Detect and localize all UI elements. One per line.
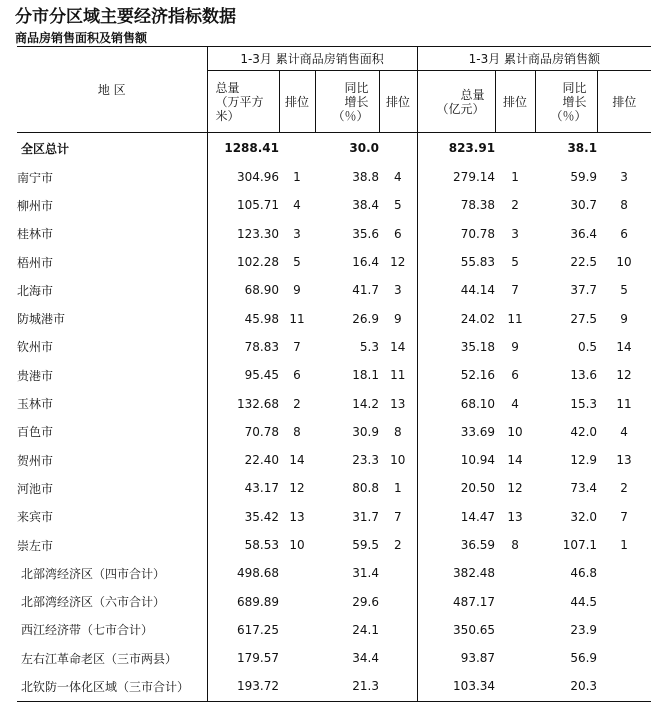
header-area-total: 总量 （万平方 米） — [207, 71, 279, 133]
table-row — [17, 644, 651, 672]
table-row — [17, 220, 651, 248]
cell-area-rank — [279, 133, 315, 164]
cell-amount-yoy: 42.0 — [570, 424, 598, 439]
cell-area-rank: 10 — [289, 538, 305, 552]
cell-amount-total: 487.17 — [417, 587, 495, 615]
cell-amount-yoy: 36.4 — [570, 226, 598, 241]
cell-amount-rank: 5 — [511, 255, 519, 270]
cell-area-total: 1288.41 — [207, 133, 279, 164]
cell-amount-yoy: 20.3 — [535, 672, 597, 701]
cell-amount-rank: 4 — [511, 396, 519, 411]
cell-area-yoy: 31.4 — [352, 566, 379, 581]
cell-amount-rank: 9 — [511, 339, 519, 354]
cell-amount-yoy-rank — [597, 587, 651, 615]
cell-amount-yoy: 59.9 — [570, 170, 598, 185]
cell-amount-yoy: 15.3 — [570, 396, 598, 411]
cell-amount-total: 44.14 — [417, 276, 495, 304]
cell-area-yoy: 23.3 — [352, 453, 379, 468]
cell-area-total: 617.25 — [207, 616, 279, 644]
cell-area-total: 105.71 — [207, 191, 279, 219]
cell-amount-yoy-rank: 9 — [620, 311, 628, 326]
cell-amount-yoy-rank — [597, 133, 651, 164]
table-row — [17, 616, 651, 644]
table-row — [17, 276, 651, 304]
header-region: 地 区 — [17, 47, 207, 133]
cell-amount-total: 52.16 — [417, 361, 495, 389]
header-area-yoy-rank: 排位 — [379, 71, 417, 133]
cell-area-rank: 6 — [293, 368, 301, 383]
cell-area-total: 102.28 — [207, 248, 279, 276]
cell-area-rank: 14 — [289, 453, 305, 468]
cell-amount-rank — [495, 672, 535, 701]
cell-amount-yoy-rank — [597, 616, 651, 644]
cell-amount-total: 382.48 — [417, 559, 495, 587]
cell-amount-yoy-rank: 3 — [620, 170, 628, 185]
cell-region: 全区总计 — [21, 141, 70, 156]
header-amount-yoy-rank: 排位 — [597, 71, 651, 133]
cell-area-total: 123.30 — [207, 220, 279, 248]
cell-amount-yoy-rank: 10 — [616, 255, 632, 270]
cell-area-total: 22.40 — [207, 446, 279, 474]
cell-area-rank — [279, 616, 315, 644]
cell-area-total: 689.89 — [207, 587, 279, 615]
cell-area-yoy-rank — [379, 559, 417, 587]
cell-amount-yoy-rank — [597, 559, 651, 587]
cell-region: 柳州市 — [17, 198, 54, 213]
cell-amount-total: 78.38 — [417, 191, 495, 219]
cell-amount-yoy: 37.7 — [570, 283, 598, 298]
table-row — [17, 672, 651, 701]
cell-area-total: 498.68 — [207, 559, 279, 587]
cell-area-yoy: 30.9 — [352, 424, 379, 439]
cell-region: 梧州市 — [17, 255, 54, 270]
header-area-rank: 排位 — [279, 71, 315, 133]
table-row — [17, 191, 651, 219]
cell-amount-total: 68.10 — [417, 389, 495, 417]
cell-amount-yoy: 38.1 — [567, 141, 598, 155]
cell-amount-total: 10.94 — [417, 446, 495, 474]
table-row — [17, 333, 651, 361]
cell-amount-total: 55.83 — [417, 248, 495, 276]
cell-area-yoy-rank: 5 — [393, 198, 402, 213]
table-row — [17, 531, 651, 559]
cell-area-yoy-rank: 8 — [393, 424, 402, 439]
cell-region: 南宁市 — [17, 170, 54, 185]
cell-area-yoy: 34.4 — [352, 651, 379, 666]
cell-area-yoy: 41.7 — [352, 283, 379, 298]
cell-area-yoy-rank: 10 — [390, 453, 406, 468]
cell-amount-total: 14.47 — [417, 503, 495, 531]
header-amount-rank: 排位 — [495, 71, 535, 133]
cell-area-yoy-rank: 11 — [390, 368, 406, 383]
cell-area-yoy: 30.0 — [349, 141, 379, 155]
cell-amount-rank — [495, 587, 535, 615]
cell-area-rank: 5 — [293, 255, 301, 270]
cell-amount-yoy: 12.9 — [570, 453, 598, 468]
cell-amount-yoy: 27.5 — [570, 311, 598, 326]
cell-amount-rank — [495, 133, 535, 164]
cell-area-yoy-rank — [379, 644, 417, 672]
cell-area-rank: 3 — [293, 226, 301, 241]
cell-amount-yoy: 23.9 — [570, 622, 598, 637]
cell-area-total: 193.72 — [207, 672, 279, 701]
cell-amount-yoy: 0.5 — [577, 339, 598, 354]
table-row — [17, 446, 651, 474]
cell-area-yoy-rank — [379, 587, 417, 615]
cell-amount-total: 823.91 — [417, 133, 495, 164]
cell-amount-yoy-rank: 13 — [616, 453, 632, 468]
cell-amount-rank: 12 — [507, 481, 523, 496]
cell-region: 北部湾经济区（六市合计） — [21, 595, 166, 610]
cell-area-yoy: 59.5 — [352, 538, 379, 552]
table-body — [17, 133, 651, 702]
cell-amount-yoy-rank: 14 — [616, 339, 632, 354]
cell-area-yoy: 26.9 — [352, 311, 379, 326]
cell-amount-yoy: 46.8 — [570, 566, 598, 581]
header-area-yoy: 同比 增长 （％） — [315, 71, 379, 133]
cell-amount-total: 20.50 — [417, 474, 495, 502]
cell-area-rank — [279, 559, 315, 587]
header-amount-group: 1-3月 累计商品房销售额 — [417, 47, 651, 71]
header-amount-total: 总量 （亿元） — [417, 71, 495, 133]
cell-amount-yoy: 13.6 — [570, 368, 598, 383]
table-row — [17, 559, 651, 587]
cell-region: 钦州市 — [17, 340, 54, 355]
cell-region: 崇左市 — [17, 538, 54, 553]
cell-region: 贺州市 — [17, 453, 54, 468]
cell-amount-yoy-rank: 1 — [620, 538, 628, 552]
cell-area-yoy: 14.2 — [352, 396, 379, 411]
cell-amount-rank: 14 — [507, 453, 523, 468]
table-row — [17, 389, 651, 417]
cell-area-yoy: 35.6 — [352, 226, 379, 241]
cell-area-total: 304.96 — [207, 163, 279, 191]
cell-area-total: 78.83 — [207, 333, 279, 361]
cell-amount-yoy: 32.0 — [570, 509, 598, 524]
cell-region: 北钦防一体化区域（三市合计） — [17, 672, 207, 701]
cell-area-total: 179.57 — [207, 644, 279, 672]
cell-amount-total: 93.87 — [417, 644, 495, 672]
table-header — [17, 47, 651, 133]
cell-amount-yoy: 73.4 — [570, 481, 598, 496]
cell-area-total: 35.42 — [207, 503, 279, 531]
cell-amount-rank: 1 — [511, 170, 519, 185]
cell-area-rank: 7 — [293, 339, 301, 354]
cell-region: 来宾市 — [17, 510, 54, 525]
cell-area-yoy: 5.3 — [359, 339, 379, 354]
cell-area-yoy: 16.4 — [352, 255, 379, 270]
cell-area-total: 43.17 — [207, 474, 279, 502]
cell-area-yoy: 38.4 — [352, 198, 379, 213]
cell-area-yoy: 24.1 — [352, 622, 379, 637]
cell-region: 左右江革命老区（三市两县） — [21, 651, 178, 666]
cell-region: 贵港市 — [17, 368, 54, 383]
table-row — [17, 418, 651, 446]
cell-amount-rank: 11 — [507, 311, 523, 326]
cell-amount-yoy-rank: 6 — [620, 226, 628, 241]
cell-amount-total: 279.14 — [417, 163, 495, 191]
cell-area-rank — [279, 672, 315, 701]
cell-amount-total: 24.02 — [417, 304, 495, 332]
cell-region: 北部湾经济区（四市合计） — [21, 566, 166, 581]
cell-region: 西江经济带（七市合计） — [21, 623, 154, 638]
cell-amount-rank: 10 — [507, 424, 523, 439]
cell-amount-yoy: 107.1 — [562, 538, 598, 552]
header-amount-yoy: 同比 增长 （％） — [535, 71, 597, 133]
cell-area-yoy-rank — [379, 133, 417, 164]
cell-amount-rank: 2 — [511, 198, 519, 213]
table-row — [17, 474, 651, 502]
cell-region: 玉林市 — [17, 397, 54, 412]
cell-area-total: 95.45 — [207, 361, 279, 389]
cell-amount-yoy-rank: 4 — [620, 424, 628, 439]
cell-amount-rank — [495, 559, 535, 587]
cell-amount-yoy-rank: 7 — [620, 509, 628, 524]
cell-area-rank: 13 — [289, 509, 305, 524]
cell-area-total: 70.78 — [207, 418, 279, 446]
cell-amount-total: 36.59 — [417, 531, 495, 559]
cell-area-rank: 9 — [293, 283, 301, 298]
data-table — [17, 46, 651, 702]
page-title: 分市分区域主要经济指标数据 — [15, 7, 236, 27]
cell-area-yoy: 38.8 — [352, 170, 379, 185]
cell-amount-yoy-rank — [597, 672, 651, 701]
cell-region: 防城港市 — [17, 312, 66, 327]
cell-amount-rank: 6 — [511, 368, 519, 383]
cell-amount-yoy-rank: 5 — [620, 283, 628, 298]
cell-area-rank: 11 — [289, 311, 305, 326]
cell-amount-yoy: 56.9 — [570, 651, 598, 666]
cell-area-yoy-rank: 3 — [393, 283, 402, 298]
cell-amount-total: 103.34 — [417, 672, 495, 701]
cell-amount-total: 35.18 — [417, 333, 495, 361]
cell-area-yoy: 29.6 — [352, 594, 379, 609]
cell-area-yoy-rank: 9 — [393, 311, 402, 326]
cell-amount-rank: 13 — [507, 509, 523, 524]
table-row — [17, 503, 651, 531]
cell-area-rank: 12 — [289, 481, 305, 496]
cell-amount-rank: 7 — [511, 283, 519, 298]
cell-area-yoy: 31.7 — [352, 509, 379, 524]
cell-region: 北海市 — [17, 283, 54, 298]
cell-area-yoy: 18.1 — [352, 368, 379, 383]
cell-area-total: 132.68 — [207, 389, 279, 417]
cell-amount-yoy: 44.5 — [570, 594, 598, 609]
cell-area-rank: 8 — [293, 424, 301, 439]
cell-amount-yoy-rank: 12 — [616, 368, 632, 383]
cell-area-yoy: 80.8 — [352, 481, 379, 496]
cell-area-yoy-rank: 1 — [393, 481, 402, 496]
table-row — [17, 163, 651, 191]
table-row — [17, 361, 651, 389]
cell-area-rank: 4 — [293, 198, 301, 213]
cell-amount-yoy-rank: 11 — [616, 396, 632, 411]
cell-area-yoy-rank: 14 — [390, 339, 406, 354]
cell-area-yoy-rank: 7 — [393, 509, 402, 524]
cell-area-rank: 1 — [293, 170, 301, 185]
cell-area-yoy-rank: 4 — [393, 170, 402, 185]
cell-area-rank — [279, 644, 315, 672]
table-row — [17, 248, 651, 276]
cell-amount-total: 350.65 — [417, 616, 495, 644]
cell-area-yoy-rank: 6 — [393, 226, 402, 241]
cell-amount-yoy-rank: 2 — [620, 481, 628, 496]
cell-amount-rank — [495, 616, 535, 644]
cell-amount-rank — [495, 644, 535, 672]
cell-area-yoy-rank: 2 — [393, 538, 402, 552]
cell-area-rank: 2 — [293, 396, 301, 411]
table-row-total — [17, 133, 651, 164]
cell-amount-total: 70.78 — [417, 220, 495, 248]
cell-amount-rank: 3 — [511, 226, 519, 241]
cell-area-yoy: 21.3 — [315, 672, 379, 701]
cell-amount-yoy: 30.7 — [570, 198, 598, 213]
header-area-group: 1-3月 累计商品房销售面积 — [207, 47, 417, 71]
table-row — [17, 304, 651, 332]
cell-amount-yoy-rank: 8 — [620, 198, 628, 213]
cell-region: 河池市 — [17, 481, 54, 496]
cell-region: 桂林市 — [17, 227, 54, 242]
page-subtitle: 商品房销售面积及销售额 — [15, 31, 148, 45]
cell-amount-total: 33.69 — [417, 418, 495, 446]
cell-area-yoy-rank — [379, 672, 417, 701]
cell-amount-yoy: 22.5 — [570, 255, 598, 270]
cell-area-total: 58.53 — [207, 531, 279, 559]
cell-area-rank — [279, 587, 315, 615]
cell-amount-yoy-rank — [597, 644, 651, 672]
table-row — [17, 587, 651, 615]
cell-area-yoy-rank — [379, 616, 417, 644]
cell-area-yoy-rank: 12 — [390, 255, 406, 270]
cell-area-total: 45.98 — [207, 304, 279, 332]
cell-amount-rank: 8 — [511, 538, 519, 552]
cell-area-yoy-rank: 13 — [390, 396, 406, 411]
cell-area-total: 68.90 — [207, 276, 279, 304]
cell-region: 百色市 — [17, 425, 54, 440]
